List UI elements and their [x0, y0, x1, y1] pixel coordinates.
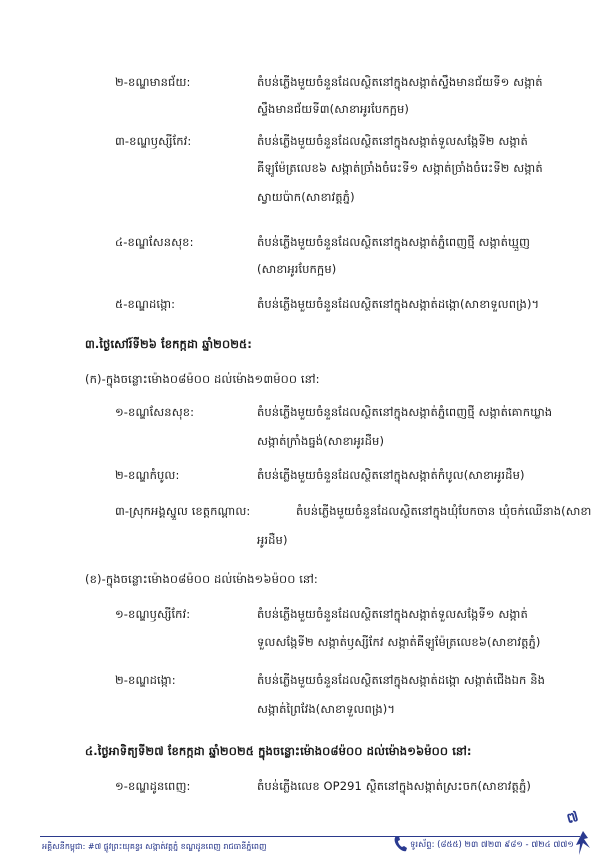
item-text-continuation: សង្កាត់ក្រាំងធ្នង់(សាខាអូរដឺម) — [257, 434, 385, 448]
item-label: ៣-ស្រុកអង្គស្នួល ខេត្តកណ្ដាល: — [115, 504, 251, 518]
footer-address: អគ្គិសនីកម្ពុជា: #៧ ផ្លូវព្រះយុគន្ធរ សង្កាត់វត្តភ្នំ ខណ្ឌដូនពេញ រាជធានីភ្នំពេញ — [42, 842, 267, 851]
item-label: ២-ខណ្ឌកំបូល: — [115, 468, 180, 482]
item-text-continuation: សង្កាត់ព្រៃវែង(សាខាទួលពង្រ)។ — [257, 702, 396, 716]
item-label: ២-ខណ្ឌដង្កោ: — [115, 673, 176, 687]
item-label: ២-ខណ្ឌមានជ័យ: — [115, 75, 191, 89]
item-text-continuation: អូរដឺម) — [257, 533, 288, 547]
item-text: តំបន់ភ្លើងមួយចំនួនដែលស្ថិតនៅក្នុងសង្កាត់ទួលសង្កែទី១ សង្កាត់ — [257, 607, 528, 621]
item-label: ៥-ខណ្ឌដង្កោ: — [115, 297, 176, 311]
item-text-continuation: គីឡូម៉ែត្រលេខ៦ សង្កាត់ច្រាំងចំរេះទី១ សង្កាត់ច្រាំងចំរេះទី២ សង្កាត់ — [257, 161, 543, 175]
item-text: តំបន់ភ្លើងមួយចំនួនដែលស្ថិតនៅក្នុងសង្កាត់ដង្កោ សង្កាត់ជើងឯក និង — [257, 673, 546, 687]
item-text-continuation: ស្ទឹងមានជ័យទី៣(សាខាអូរបែកក្អម) — [257, 102, 409, 116]
footer-divider — [40, 836, 580, 837]
logo-mark-icon — [574, 830, 592, 856]
section-heading: ៣.ថ្ងៃសៅរ៍ទី២៦ ខែកក្កដា ឆ្នាំ២០២៥: — [85, 337, 252, 351]
item-label: ១-ខណ្ឌដូនពេញ: — [115, 779, 191, 793]
item-label: ៣-ខណ្ឌឫស្សីកែវ: — [115, 134, 192, 148]
section-heading: ៤.ថ្ងៃអាទិត្យទី២៧ ខែកក្កដា ឆ្នាំ២០២៥ ក្នុងចន្លោះម៉ោង០៨ម៉០០ ដល់ម៉ោង១៦ម៉០០ នៅ: — [85, 744, 472, 758]
item-text: តំបន់ភ្លើងមួយចំនួនដែលស្ថិតនៅក្នុងសង្កាត់ស្ទឹងមានជ័យទី១ សង្កាត់ — [257, 75, 543, 89]
page-number: ៧ — [564, 808, 581, 828]
item-text: តំបន់ភ្លើងមួយចំនួនដែលស្ថិតនៅក្នុងសង្កាត់ដង្កោ(សាខាទួលពង្រ)។ — [257, 297, 540, 311]
time-range-heading: (ខ)-ក្នុងចន្លោះម៉ោង០៨ម៉០០ ដល់ម៉ោង១៦ម៉០០ នៅ: — [85, 572, 318, 586]
phone-icon — [393, 834, 409, 854]
item-text: តំបន់ភ្លើងមួយចំនួនដែលស្ថិតនៅក្នុងសង្កាត់ភ្នំពេញថ្មី សង្កាត់គោកឃ្លាង — [257, 405, 553, 419]
item-text-continuation: (សាខាអូរបែកក្អម) — [257, 262, 337, 276]
item-text: តំបន់ភ្លើងមួយចំនួនដែលស្ថិតនៅក្នុងសង្កាត់ភ្នំពេញថ្មី សង្កាត់ឃ្មួញ — [257, 235, 531, 249]
item-text-continuation: ទួលសង្កែទី២ សង្កាត់ឫស្សីកែវ សង្កាត់គីឡូម៉ែត្រលេខ៦(សាខាវត្តភ្នំ) — [257, 635, 541, 649]
item-text: តំបន់ភ្លើងមួយចំនួនដែលស្ថិតនៅក្នុងសង្កាត់កំបូល(សាខាអូរដឺម) — [257, 468, 525, 482]
item-text: តំបន់ភ្លើងមួយចំនួនដែលស្ថិតនៅក្នុងសង្កាត់ទួលសង្កែទី២ សង្កាត់ — [257, 134, 528, 148]
item-text: តំបន់ភ្លើងលេខ OP291 ស្ថិតនៅក្នុងសង្កាត់ស្រះចក(សាខាវត្តភ្នំ) — [257, 779, 531, 793]
footer-phone: ទូរស័ព្ទ: (៨៥៥) ២៣ ៧២៣ ៩៨១ - ៧២៤ ៧៧១ — [410, 840, 574, 850]
item-text: តំបន់ភ្លើងមួយចំនួនដែលស្ថិតនៅក្នុងឃុំបែកចាន ឃុំចក់ឈើនាង(សាខា — [296, 504, 592, 518]
item-label: ១-ខណ្ឌឫស្សីកែវ: — [115, 607, 191, 621]
item-text-continuation: ស្វាយប៉ាក(សាខាវត្តភ្នំ) — [257, 190, 355, 204]
item-label: ១-ខណ្ឌសែនសុខ: — [115, 405, 195, 419]
time-range-heading: (ក)-ក្នុងចន្លោះម៉ោង០៨ម៉០០ ដល់ម៉ោង១៣ម៉០០ នៅ: — [85, 372, 320, 386]
item-label: ៤-ខណ្ឌសែនសុខ: — [115, 235, 194, 249]
